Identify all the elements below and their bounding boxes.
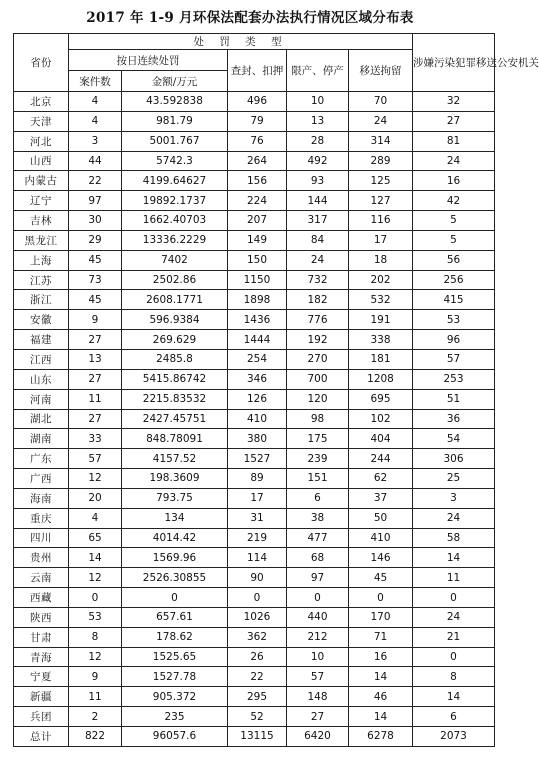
province-cell: 安徽 — [14, 310, 69, 330]
seal-count-cell: 13115 — [228, 727, 287, 747]
case-count-cell: 4 — [69, 508, 122, 528]
crime-transfer-cell: 11 — [413, 568, 495, 588]
seal-count-cell: 126 — [228, 389, 287, 409]
table-row — [14, 528, 495, 548]
seal-count-cell: 410 — [228, 409, 287, 429]
amount-cell: 596.9384 — [122, 310, 228, 330]
seal-count-cell: 114 — [228, 548, 287, 568]
case-count-cell: 822 — [69, 727, 122, 747]
case-count-cell: 97 — [69, 191, 122, 211]
limit-count-cell: 317 — [287, 211, 349, 231]
case-count-cell: 30 — [69, 211, 122, 231]
seal-count-cell: 496 — [228, 92, 287, 112]
case-count-cell: 4 — [69, 111, 122, 131]
table-row — [14, 429, 495, 449]
amount-cell: 2608.1771 — [122, 290, 228, 310]
table-row — [14, 191, 495, 211]
crime-transfer-cell: 56 — [413, 250, 495, 270]
seal-count-cell: 76 — [228, 131, 287, 151]
seal-count-cell: 380 — [228, 429, 287, 449]
case-count-cell: 12 — [69, 647, 122, 667]
amount-cell: 1569.96 — [122, 548, 228, 568]
amount-cell: 43.592838 — [122, 92, 228, 112]
case-count-cell: 11 — [69, 687, 122, 707]
limit-count-cell: 98 — [287, 409, 349, 429]
table-row — [14, 151, 495, 171]
table-row — [14, 488, 495, 508]
crime-transfer-cell: 256 — [413, 270, 495, 290]
seal-count-cell: 224 — [228, 191, 287, 211]
crime-transfer-cell: 253 — [413, 369, 495, 389]
crime-transfer-cell: 53 — [413, 310, 495, 330]
case-count-cell: 27 — [69, 409, 122, 429]
province-cell: 山西 — [14, 151, 69, 171]
penalty-type-header: 处 罚 类 型 — [69, 34, 413, 50]
case-count-cell: 65 — [69, 528, 122, 548]
detain-count-cell: 695 — [349, 389, 413, 409]
province-cell: 湖北 — [14, 409, 69, 429]
limit-count-cell: 477 — [287, 528, 349, 548]
crime-transfer-cell: 54 — [413, 429, 495, 449]
limit-count-cell: 57 — [287, 667, 349, 687]
table-row — [14, 469, 495, 489]
table-row — [14, 548, 495, 568]
seal-count-cell: 26 — [228, 647, 287, 667]
crime-transfer-cell: 0 — [413, 588, 495, 608]
seal-count-cell: 156 — [228, 171, 287, 191]
case-count-cell: 8 — [69, 627, 122, 647]
amount-cell: 134 — [122, 508, 228, 528]
table-row — [14, 211, 495, 231]
crime-transfer-cell: 2073 — [413, 727, 495, 747]
table-row — [14, 230, 495, 250]
limit-count-cell: 732 — [287, 270, 349, 290]
province-cell: 云南 — [14, 568, 69, 588]
penalty-table — [13, 33, 539, 747]
limit-count-cell: 6420 — [287, 727, 349, 747]
crime-transfer-cell: 32 — [413, 92, 495, 112]
detain-count-cell: 0 — [349, 588, 413, 608]
detain-count-cell: 125 — [349, 171, 413, 191]
limit-count-cell: 492 — [287, 151, 349, 171]
province-cell: 河北 — [14, 131, 69, 151]
case-count-cell: 2 — [69, 707, 122, 727]
province-cell: 新疆 — [14, 687, 69, 707]
case-count-cell: 53 — [69, 607, 122, 627]
crime-transfer-cell: 21 — [413, 627, 495, 647]
table-row — [14, 270, 495, 290]
crime-transfer-cell: 81 — [413, 131, 495, 151]
table-row — [14, 171, 495, 191]
detain-count-cell: 102 — [349, 409, 413, 429]
table-row — [14, 707, 495, 727]
crime-transfer-cell: 58 — [413, 528, 495, 548]
amount-cell: 4157.52 — [122, 449, 228, 469]
table-row — [14, 687, 495, 707]
province-cell: 总计 — [14, 727, 69, 747]
detain-count-cell: 532 — [349, 290, 413, 310]
seal-count-cell: 264 — [228, 151, 287, 171]
seal-header: 查封、扣押 — [228, 50, 287, 92]
crime-transfer-cell: 42 — [413, 191, 495, 211]
amount-cell: 981.79 — [122, 111, 228, 131]
crime-transfer-cell: 96 — [413, 330, 495, 350]
table-row — [14, 607, 495, 627]
amount-cell: 235 — [122, 707, 228, 727]
limit-count-cell: 148 — [287, 687, 349, 707]
province-cell: 吉林 — [14, 211, 69, 231]
province-cell: 西藏 — [14, 588, 69, 608]
seal-count-cell: 1150 — [228, 270, 287, 290]
detain-count-cell: 202 — [349, 270, 413, 290]
case-count-cell: 45 — [69, 250, 122, 270]
detain-count-cell: 50 — [349, 508, 413, 528]
amount-cell: 657.61 — [122, 607, 228, 627]
province-cell: 福建 — [14, 330, 69, 350]
province-cell: 黑龙江 — [14, 230, 69, 250]
province-cell: 广东 — [14, 449, 69, 469]
daily-penalty-header: 按日连续处罚 — [69, 50, 228, 71]
case-count-cell: 57 — [69, 449, 122, 469]
seal-count-cell: 254 — [228, 349, 287, 369]
limit-count-cell: 28 — [287, 131, 349, 151]
crime-transfer-cell: 5 — [413, 230, 495, 250]
case-count-cell: 20 — [69, 488, 122, 508]
seal-count-cell: 1444 — [228, 330, 287, 350]
seal-count-cell: 22 — [228, 667, 287, 687]
table-row — [14, 349, 495, 369]
limit-count-cell: 24 — [287, 250, 349, 270]
amount-cell: 4199.64627 — [122, 171, 228, 191]
amount-cell: 848.78091 — [122, 429, 228, 449]
limit-count-cell: 27 — [287, 707, 349, 727]
case-count-cell: 27 — [69, 369, 122, 389]
detain-count-cell: 16 — [349, 647, 413, 667]
province-cell: 辽宁 — [14, 191, 69, 211]
crime-transfer-cell: 51 — [413, 389, 495, 409]
amount-header: 金额/万元 — [122, 71, 228, 92]
seal-count-cell: 1436 — [228, 310, 287, 330]
table-row — [14, 588, 495, 608]
province-cell: 宁夏 — [14, 667, 69, 687]
limit-count-cell: 93 — [287, 171, 349, 191]
province-cell: 天津 — [14, 111, 69, 131]
amount-cell: 5742.3 — [122, 151, 228, 171]
amount-cell: 0 — [122, 588, 228, 608]
amount-cell: 7402 — [122, 250, 228, 270]
table-row — [14, 568, 495, 588]
seal-count-cell: 17 — [228, 488, 287, 508]
crime-transfer-header: 涉嫌污染犯罪移送公安机关 — [413, 34, 495, 92]
detain-count-cell: 404 — [349, 429, 413, 449]
limit-count-cell: 192 — [287, 330, 349, 350]
limit-count-cell: 776 — [287, 310, 349, 330]
province-cell: 海南 — [14, 488, 69, 508]
limit-count-cell: 239 — [287, 449, 349, 469]
case-count-cell: 0 — [69, 588, 122, 608]
province-cell: 内蒙古 — [14, 171, 69, 191]
limit-count-cell: 0 — [287, 588, 349, 608]
table-row — [14, 409, 495, 429]
detain-count-cell: 62 — [349, 469, 413, 489]
detain-count-cell: 244 — [349, 449, 413, 469]
table-row — [14, 627, 495, 647]
province-cell: 江西 — [14, 349, 69, 369]
seal-count-cell: 362 — [228, 627, 287, 647]
limit-count-cell: 84 — [287, 230, 349, 250]
detain-count-cell: 37 — [349, 488, 413, 508]
amount-cell: 96057.6 — [122, 727, 228, 747]
case-count-cell: 27 — [69, 330, 122, 350]
amount-cell: 198.3609 — [122, 469, 228, 489]
limit-count-cell: 13 — [287, 111, 349, 131]
limit-count-cell: 144 — [287, 191, 349, 211]
case-count-cell: 29 — [69, 230, 122, 250]
table-row — [14, 647, 495, 667]
amount-cell: 1525.65 — [122, 647, 228, 667]
table-row — [14, 508, 495, 528]
table-row — [14, 330, 495, 350]
limit-count-cell: 151 — [287, 469, 349, 489]
case-count-cell: 33 — [69, 429, 122, 449]
limit-count-cell: 212 — [287, 627, 349, 647]
amount-cell: 19892.1737 — [122, 191, 228, 211]
crime-transfer-cell: 24 — [413, 151, 495, 171]
detain-count-cell: 410 — [349, 528, 413, 548]
province-cell: 贵州 — [14, 548, 69, 568]
crime-transfer-cell: 24 — [413, 508, 495, 528]
crime-transfer-cell: 27 — [413, 111, 495, 131]
limit-count-cell: 175 — [287, 429, 349, 449]
crime-transfer-cell: 24 — [413, 607, 495, 627]
case-count-cell: 12 — [69, 469, 122, 489]
crime-transfer-cell: 14 — [413, 548, 495, 568]
province-cell: 广西 — [14, 469, 69, 489]
seal-count-cell: 150 — [228, 250, 287, 270]
province-cell: 河南 — [14, 389, 69, 409]
case-count-cell: 73 — [69, 270, 122, 290]
detain-count-cell: 338 — [349, 330, 413, 350]
seal-count-cell: 1898 — [228, 290, 287, 310]
limit-count-cell: 97 — [287, 568, 349, 588]
table-row — [14, 131, 495, 151]
province-cell: 青海 — [14, 647, 69, 667]
limit-count-cell: 700 — [287, 369, 349, 389]
seal-count-cell: 1527 — [228, 449, 287, 469]
case-count-cell: 44 — [69, 151, 122, 171]
amount-cell: 2485.8 — [122, 349, 228, 369]
table-row — [14, 310, 495, 330]
detain-count-cell: 191 — [349, 310, 413, 330]
amount-cell: 2427.45751 — [122, 409, 228, 429]
case-count-header: 案件数 — [69, 71, 122, 92]
case-count-cell: 4 — [69, 92, 122, 112]
province-cell: 重庆 — [14, 508, 69, 528]
crime-transfer-cell: 8 — [413, 667, 495, 687]
province-cell: 江苏 — [14, 270, 69, 290]
limit-count-cell: 68 — [287, 548, 349, 568]
limit-count-cell: 440 — [287, 607, 349, 627]
table-row — [14, 667, 495, 687]
amount-cell: 5001.767 — [122, 131, 228, 151]
case-count-cell: 11 — [69, 389, 122, 409]
case-count-cell: 3 — [69, 131, 122, 151]
limit-count-cell: 182 — [287, 290, 349, 310]
province-cell: 北京 — [14, 92, 69, 112]
detain-count-cell: 6278 — [349, 727, 413, 747]
limit-header: 限产、停产 — [287, 50, 349, 92]
detain-count-cell: 24 — [349, 111, 413, 131]
detain-count-cell: 116 — [349, 211, 413, 231]
detain-count-cell: 18 — [349, 250, 413, 270]
limit-count-cell: 10 — [287, 92, 349, 112]
province-cell: 浙江 — [14, 290, 69, 310]
province-cell: 陕西 — [14, 607, 69, 627]
case-count-cell: 14 — [69, 548, 122, 568]
crime-transfer-cell: 36 — [413, 409, 495, 429]
detain-count-cell: 14 — [349, 667, 413, 687]
province-cell: 兵团 — [14, 707, 69, 727]
detain-count-cell: 17 — [349, 230, 413, 250]
seal-count-cell: 0 — [228, 588, 287, 608]
total-row — [14, 727, 495, 747]
detain-count-cell: 70 — [349, 92, 413, 112]
document-title: 2017 年 1-9 月环保法配套办法执行情况区域分布表 — [86, 10, 414, 26]
seal-count-cell: 52 — [228, 707, 287, 727]
amount-cell: 2526.30855 — [122, 568, 228, 588]
limit-count-cell: 38 — [287, 508, 349, 528]
amount-cell: 905.372 — [122, 687, 228, 707]
seal-count-cell: 1026 — [228, 607, 287, 627]
amount-cell: 2215.83532 — [122, 389, 228, 409]
crime-transfer-cell: 306 — [413, 449, 495, 469]
seal-count-cell: 295 — [228, 687, 287, 707]
crime-transfer-cell: 0 — [413, 647, 495, 667]
seal-count-cell: 89 — [228, 469, 287, 489]
crime-transfer-cell: 14 — [413, 687, 495, 707]
amount-cell: 4014.42 — [122, 528, 228, 548]
table-row — [14, 369, 495, 389]
province-cell: 山东 — [14, 369, 69, 389]
amount-cell: 1527.78 — [122, 667, 228, 687]
detain-count-cell: 170 — [349, 607, 413, 627]
case-count-cell: 13 — [69, 349, 122, 369]
province-cell: 上海 — [14, 250, 69, 270]
case-count-cell: 12 — [69, 568, 122, 588]
detain-header: 移送拘留 — [349, 50, 413, 92]
crime-transfer-cell: 5 — [413, 211, 495, 231]
detain-count-cell: 127 — [349, 191, 413, 211]
crime-transfer-cell: 57 — [413, 349, 495, 369]
amount-cell: 13336.2229 — [122, 230, 228, 250]
table-row — [14, 111, 495, 131]
province-cell: 四川 — [14, 528, 69, 548]
seal-count-cell: 207 — [228, 211, 287, 231]
detain-count-cell: 314 — [349, 131, 413, 151]
table-row — [14, 449, 495, 469]
table-row — [14, 250, 495, 270]
case-count-cell: 22 — [69, 171, 122, 191]
seal-count-cell: 219 — [228, 528, 287, 548]
limit-count-cell: 10 — [287, 647, 349, 667]
crime-transfer-cell: 25 — [413, 469, 495, 489]
seal-count-cell: 346 — [228, 369, 287, 389]
case-count-cell: 9 — [69, 310, 122, 330]
amount-cell: 178.62 — [122, 627, 228, 647]
province-cell: 甘肃 — [14, 627, 69, 647]
detain-count-cell: 289 — [349, 151, 413, 171]
crime-transfer-cell: 3 — [413, 488, 495, 508]
limit-count-cell: 270 — [287, 349, 349, 369]
limit-count-cell: 6 — [287, 488, 349, 508]
province-cell: 湖南 — [14, 429, 69, 449]
amount-cell: 1662.40703 — [122, 211, 228, 231]
detain-count-cell: 45 — [349, 568, 413, 588]
table-row — [14, 389, 495, 409]
seal-count-cell: 149 — [228, 230, 287, 250]
case-count-cell: 9 — [69, 667, 122, 687]
crime-transfer-cell: 16 — [413, 171, 495, 191]
detain-count-cell: 146 — [349, 548, 413, 568]
table-row — [14, 290, 495, 310]
province-header: 省份 — [14, 34, 69, 92]
detain-count-cell: 46 — [349, 687, 413, 707]
case-count-cell: 45 — [69, 290, 122, 310]
amount-cell: 2502.86 — [122, 270, 228, 290]
crime-transfer-cell: 6 — [413, 707, 495, 727]
crime-transfer-cell: 415 — [413, 290, 495, 310]
detain-count-cell: 14 — [349, 707, 413, 727]
detain-count-cell: 1208 — [349, 369, 413, 389]
seal-count-cell: 31 — [228, 508, 287, 528]
detain-count-cell: 71 — [349, 627, 413, 647]
seal-count-cell: 79 — [228, 111, 287, 131]
amount-cell: 5415.86742 — [122, 369, 228, 389]
limit-count-cell: 120 — [287, 389, 349, 409]
seal-count-cell: 90 — [228, 568, 287, 588]
amount-cell: 269.629 — [122, 330, 228, 350]
table-row — [14, 92, 495, 112]
amount-cell: 793.75 — [122, 488, 228, 508]
detain-count-cell: 181 — [349, 349, 413, 369]
